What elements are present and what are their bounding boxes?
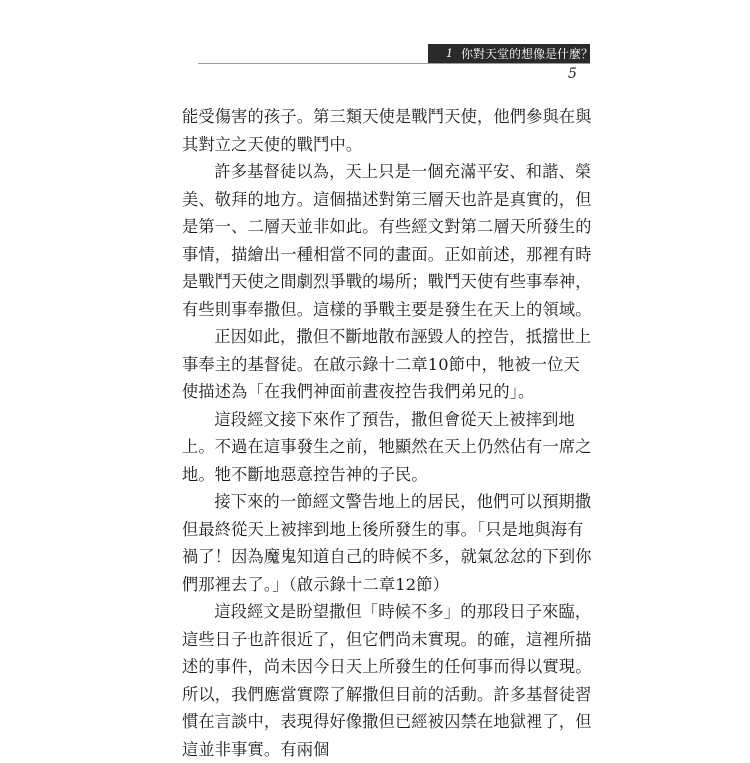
chapter-number: 1 [446, 47, 453, 60]
paragraph: 這段經文是盼望撒但「時候不多」的那段日子來臨，這些日子也許很近了，但它們尚未實現。的確，這裡所描述的事件，尚未因今日天上所發生的任何事而得以實現。所以，我們應當實際了解撒但目前的活動。許多基督徒習慣在言談中，表現得好像撒但已經被囚禁在地獄裡了，但這並非事實。有兩個 [182, 602, 592, 759]
paragraph: 能受傷害的孩子。第三類天使是戰鬥天使，他們參與在與其對立之天使的戰鬥中。 [182, 107, 592, 154]
body-text [182, 103, 592, 763]
running-header [428, 44, 594, 63]
chapter-title: 你對天堂的想像是什麼？ [461, 47, 594, 61]
page-number: 5 [568, 66, 577, 82]
paragraph: 接下來的一節經文警告地上的居民，他們可以預期撒但最終從天上被摔到地上後所發生的事。「只是地與海有禍了！因為魔鬼知道自己的時候不多，就氣忿忿的下到你們那裡去了。」（啟示錄十二章12節） [182, 492, 592, 594]
paragraph: 正因如此，撒但不斷地散布誣毀人的控告，抵擋世上事奉主的基督徒。在啟示錄十二章10節中，牠被一位天使描述為「在我們神面前晝夜控告我們弟兄的」。 [182, 327, 592, 401]
paragraph: 許多基督徒以為，天上只是一個充滿平安、和諧、榮美、敬拜的地方。這個描述對第三層天也許是真實的，但是第一、二層天並非如此。有些經文對第二層天所發生的事情，描繪出一種相當不同的畫面。正如前述，那裡有時是戰鬥天使之間劇烈爭戰的場所；戰鬥天使有些事奉神，有些則事奉撒但。這樣的爭戰主要是發生在天上的領域。 [182, 162, 592, 319]
paragraph: 這段經文接下來作了預告，撒但會從天上被摔到地上。不過在這事發生之前，牠顯然在天上仍然佔有一席之地。牠不斷地惡意控告神的子民。 [182, 409, 592, 484]
header-rule [198, 63, 590, 64]
